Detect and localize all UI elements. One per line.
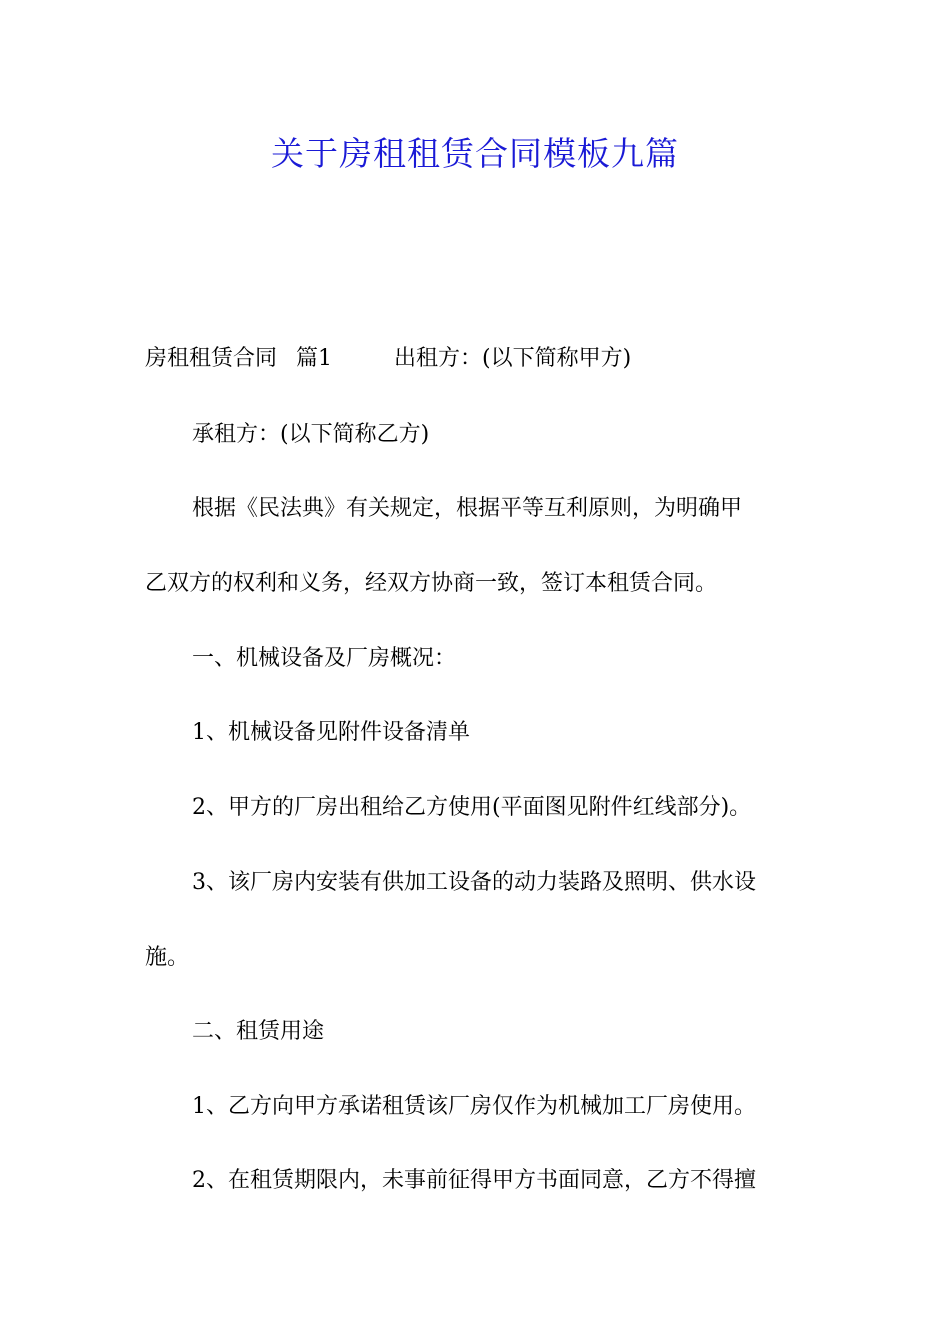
clause-item: 1、机械设备见附件设备清单 — [192, 720, 470, 745]
section-number: 篇1 — [296, 346, 333, 371]
clause-item: 2、甲方的厂房出租给乙方使用(平面图见附件红线部分)。 — [192, 795, 752, 820]
clause-heading: 一、机械设备及厂房概况： — [192, 646, 457, 671]
lessor-line: 出租方：(以下简称甲方) — [394, 346, 632, 371]
document-title: 关于房租租赁合同模板九篇 — [271, 134, 679, 173]
paragraph-line: 根据《民法典》有关规定，根据平等互利原则，为明确甲 — [192, 496, 743, 521]
clause-item-continuation: 施。 — [145, 945, 190, 970]
section-label: 房租租赁合同 — [145, 346, 278, 371]
paragraph-line: 乙双方的权利和义务，经双方协商一致，签订本租赁合同。 — [145, 571, 718, 596]
clause-item: 2、在租赁期限内，未事前征得甲方书面同意，乙方不得擅 — [192, 1168, 756, 1193]
lessee-line: 承租方：(以下简称乙方) — [192, 422, 430, 447]
clause-heading: 二、租赁用途 — [192, 1019, 325, 1044]
clause-item: 1、乙方向甲方承诺租赁该厂房仅作为机械加工厂房使用。 — [192, 1094, 756, 1119]
section-heading-line — [145, 344, 631, 374]
clause-item: 3、该厂房内安装有供加工设备的动力装路及照明、供水设 — [192, 870, 756, 895]
